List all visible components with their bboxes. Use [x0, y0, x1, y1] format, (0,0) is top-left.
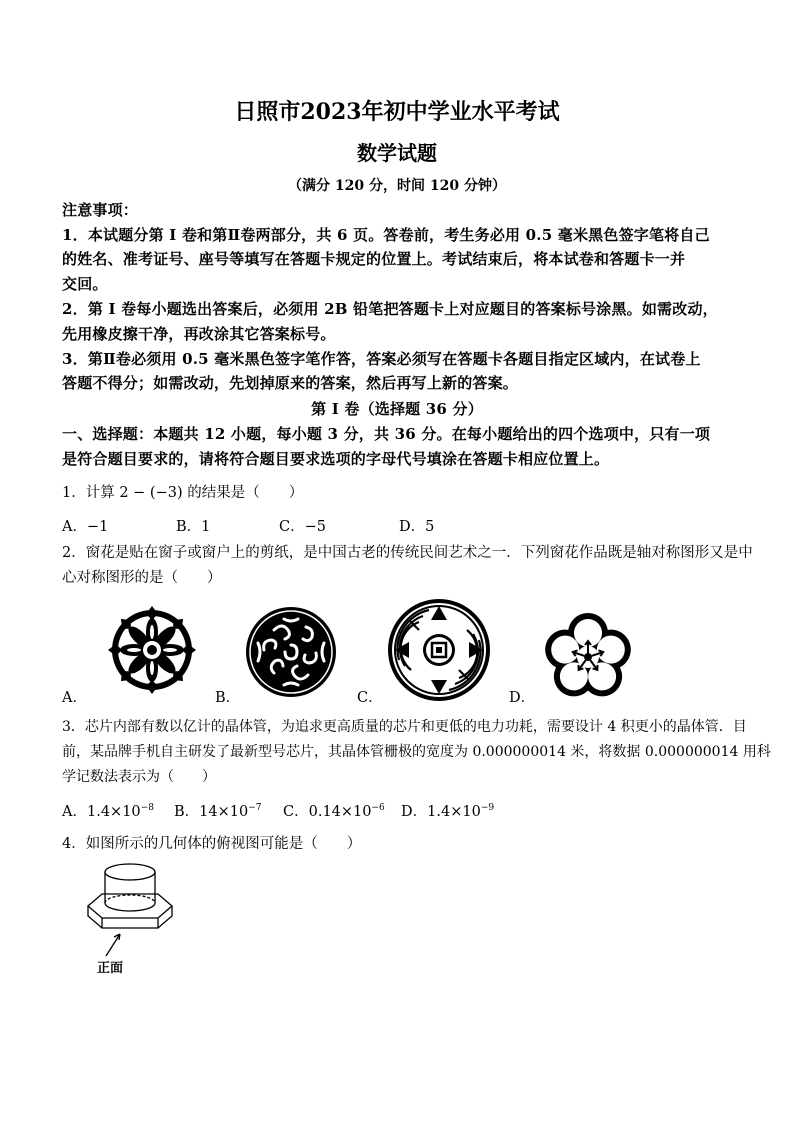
note-line: 1．本试题分第 I 卷和第Ⅱ卷两部分，共 6 页。答卷前，考生务必用 0.5 毫米黑色签字笔将自己: [62, 226, 710, 244]
q3-stem-line: 学记数法表示为（ ）: [62, 769, 216, 785]
exam-title: 日照市2023年初中学业水平考试: [234, 99, 560, 125]
q2-option-d: D．: [509, 690, 536, 706]
q1-option-d: D．5: [399, 519, 435, 535]
front-view-label: 正面: [97, 961, 124, 976]
subject-title: 数学试题: [357, 141, 437, 165]
note-line: 先用橡皮擦干净，再改涂其它答案标号。: [62, 325, 336, 343]
q3-stem-line: 前，某品牌手机自主研发了最新型号芯片，其晶体管栅极的宽度为 0.000000014 米，将数据 0.000000014 用科: [62, 744, 771, 760]
q3-option-a: A．$1.4\times 10^{-8}$: [62, 803, 154, 820]
note-line: 的姓名、准考证号、座号等填写在答题卡规定的位置上。考试结束后，将本试卷和答题卡一并: [62, 250, 686, 268]
papercut-c-image: [386, 597, 492, 703]
q1-stem: 1．计算 2 − (−3) 的结果是（ ）: [62, 485, 304, 501]
section-intro-line: 一、选择题：本题共 12 小题，每小题 3 分，共 36 分。在每小题给出的四个选项中，只有一项: [62, 425, 711, 443]
q3-stem-line: 3．芯片内部有数以亿计的晶体管，为追求更高质量的芯片和更低的电力功耗，需要设计 4 积更小的晶体管．目: [62, 719, 747, 735]
notes-header: 注意事项：: [62, 201, 139, 219]
q3-option-b: B．$14\times 10^{-7}$: [174, 803, 262, 820]
q3-option-d: D．$1.4\times 10^{-9}$: [401, 803, 495, 820]
q2-option-a: A．: [62, 690, 87, 706]
papercut-a-image: [98, 605, 206, 695]
q4-stem: 4．如图所示的几何体的俯视图可能是（ ）: [62, 836, 362, 852]
q1-option-c: C．−5: [279, 519, 326, 535]
q4-solid-figure: [80, 858, 190, 958]
note-line: 交回。: [62, 275, 108, 293]
papercut-b-image: [244, 605, 339, 700]
q1-option-a: A．−1: [62, 519, 109, 535]
q2-option-b: B．: [215, 690, 241, 706]
papercut-d-image: [536, 610, 640, 702]
note-line: 3．第Ⅱ卷必须用 0.5 毫米黑色签字笔作答，答案必须写在答题卡各题目指定区域内，在试卷上: [62, 350, 701, 368]
q1-option-b: B．1: [176, 519, 211, 535]
q2-stem-line: 2．窗花是贴在窗子或窗户上的剪纸，是中国古老的传统民间艺术之一．下列窗花作品既是轴对称图形又是中: [62, 545, 753, 561]
section-title: 第 I 卷（选择题 36 分）: [311, 400, 483, 418]
q3-option-c: C．$0.14\times 10^{-6}$: [283, 803, 385, 820]
q2-stem-line: 心对称图形的是（ ）: [62, 570, 222, 586]
note-line: 2．第 I 卷每小题选出答案后，必须用 2B 铅笔把答题卡上对应题目的答案标号涂黑。如需改动，: [62, 300, 718, 318]
section-intro-line: 是符合题目要求的，请将符合题目要求选项的字母代号填涂在答题卡相应位置上。: [62, 450, 610, 468]
note-line: 答题不得分；如需改动，先划掉原来的答案，然后再写上新的答案。: [62, 374, 519, 392]
score-time: （满分 120 分，时间 120 分钟）: [288, 178, 506, 194]
q2-option-c: C．: [357, 690, 383, 706]
